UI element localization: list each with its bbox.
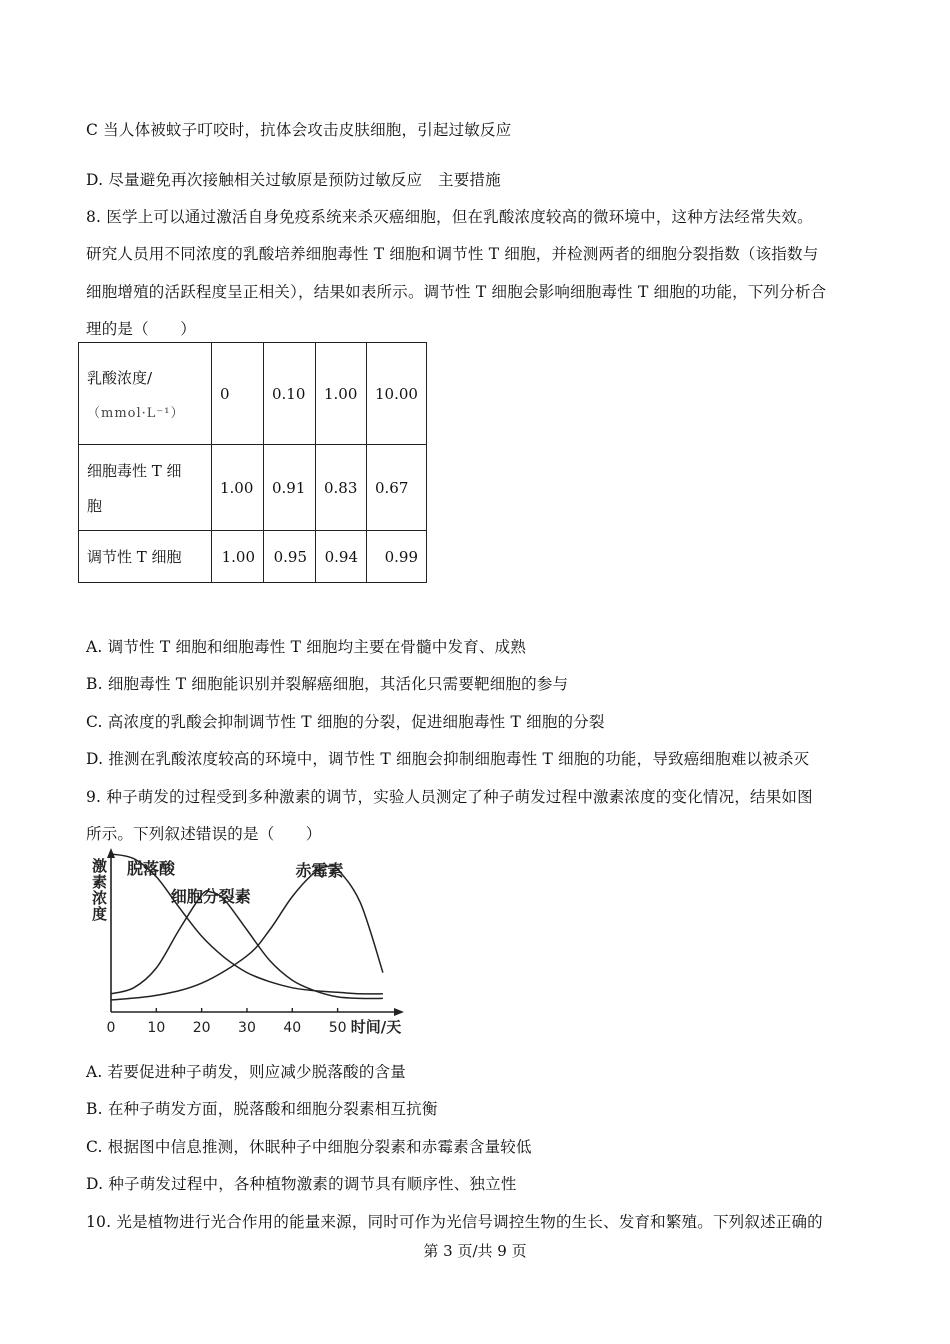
- q9-stem-line-2: 所示。下列叙述错误的是（ ）: [86, 825, 322, 843]
- table-row-label-cell: [79, 445, 212, 531]
- q8-option-b: B. 细胞毒性 T 细胞能识别并裂解癌细胞，其活化只需要靶细胞的参与: [86, 675, 569, 693]
- x-tick-label: 10: [147, 1020, 166, 1036]
- q8-option-a: A. 调节性 T 细胞和细胞毒性 T 细胞均主要在骨髓中发育、成熟: [86, 638, 527, 656]
- table-cell: 0.83: [316, 445, 367, 531]
- table-cell: 1.00: [212, 445, 264, 531]
- table-cell: 0.91: [264, 445, 316, 531]
- q8-stem-line-3: 细胞增殖的活跃程度呈正相关），结果如表所示。调节性 T 细胞会影响细胞毒性 T 细胞的功能，下列分析合: [86, 283, 827, 301]
- table-cell: 0.95: [264, 531, 316, 583]
- table-row-label: 调节性 T 细胞: [87, 548, 182, 566]
- q9-option-b: B. 在种子萌发方面，脱落酸和细胞分裂素相互抗衡: [86, 1100, 438, 1118]
- table-row-label-cont: 胞: [87, 496, 103, 515]
- q9-option-c: C. 根据图中信息推测，休眠种子中细胞分裂素和赤霉素含量较低: [86, 1138, 532, 1156]
- q7-option-c: C 当人体被蚊子叮咬时，抗体会攻击皮肤细胞，引起过敏反应: [86, 121, 512, 139]
- table-conc-cell: 1.00: [316, 343, 367, 445]
- q8-stem-line-2: 研究人员用不同浓度的乳酸培养细胞毒性 T 细胞和调节性 T 细胞，并检测两者的细胞分裂指数（该指数与: [86, 245, 819, 263]
- q7-option-d: D. 尽量避免再次接触相关过敏原是预防过敏反应 主要措施: [86, 171, 501, 189]
- lactate-table: [78, 342, 427, 583]
- x-axis-arrow: [394, 1008, 404, 1016]
- x-axis-label: 时间/天: [350, 1018, 402, 1036]
- table-conc-cell: 10.00: [367, 343, 427, 445]
- table-conc-cell: 0.10: [264, 343, 316, 445]
- q8-stem-line-1: 8. 医学上可以通过激活自身免疫系统来杀灭癌细胞，但在乳酸浓度较高的微环境中，这种方法经常失效。: [86, 208, 813, 226]
- table-header-row: [79, 343, 427, 445]
- series-label-0: 脱落酸: [127, 859, 176, 878]
- page-footer: 第 3 页/共 9 页: [423, 1242, 527, 1260]
- series-label-2: 赤霉素: [295, 861, 344, 880]
- series-label-1: 细胞分裂素: [170, 887, 251, 906]
- q10-stem: 10. 光是植物进行光合作用的能量来源，同时可作为光信号调控生物的生长、发育和繁殖。下列叙述正确的: [86, 1213, 823, 1231]
- q8-option-d: D. 推测在乳酸浓度较高的环境中，调节性 T 细胞会抑制细胞毒性 T 细胞的功能，导致癌细胞难以被杀灭: [86, 750, 810, 768]
- table-header-unit: （mmol·L⁻¹）: [87, 405, 185, 421]
- table-row-label: 细胞毒性 T 细: [87, 461, 182, 480]
- table-row-label-cell: [79, 531, 212, 583]
- table-cell: 1.00: [212, 531, 264, 583]
- q8-stem-line-4: 理的是（ ）: [86, 320, 196, 338]
- table-cell: 0.94: [316, 531, 367, 583]
- x-tick-label: 0: [106, 1020, 116, 1036]
- table-cell: 0.99: [367, 531, 427, 583]
- chart-label-group: [127, 859, 343, 906]
- y-axis-label: 激素浓度: [90, 858, 108, 922]
- series-line-2: [111, 865, 383, 1000]
- x-tick-label: 20: [192, 1020, 211, 1036]
- table-row-cytotoxic: [79, 445, 427, 531]
- x-tick-label: 30: [238, 1020, 256, 1036]
- series-line-1: [111, 891, 383, 999]
- table-conc-cell: 0: [212, 343, 264, 445]
- hormone-chart: [86, 840, 426, 1040]
- q9-option-d: D. 种子萌发过程中，各种植物激素的调节具有顺序性、独立性: [86, 1175, 517, 1193]
- table-header-label: 乳酸浓度/: [87, 368, 153, 387]
- q9-option-a: A. 若要促进种子萌发，则应减少脱落酸的含量: [86, 1063, 406, 1081]
- q8-option-c: C. 高浓度的乳酸会抑制调节性 T 细胞的分裂，促进细胞毒性 T 细胞的分裂: [86, 713, 605, 731]
- x-tick-label: 50: [328, 1020, 347, 1036]
- table-row-regulatory: [79, 531, 427, 583]
- q9-stem-line-1: 9. 种子萌发的过程受到多种激素的调节，实验人员测定了种子萌发过程中激素浓度的变化情况，结果如图: [86, 788, 813, 806]
- x-tick-label: 40: [283, 1020, 302, 1036]
- table-cell: 0.67: [367, 445, 427, 531]
- table-header-label-cell: [79, 343, 212, 445]
- y-axis-arrow: [107, 848, 115, 858]
